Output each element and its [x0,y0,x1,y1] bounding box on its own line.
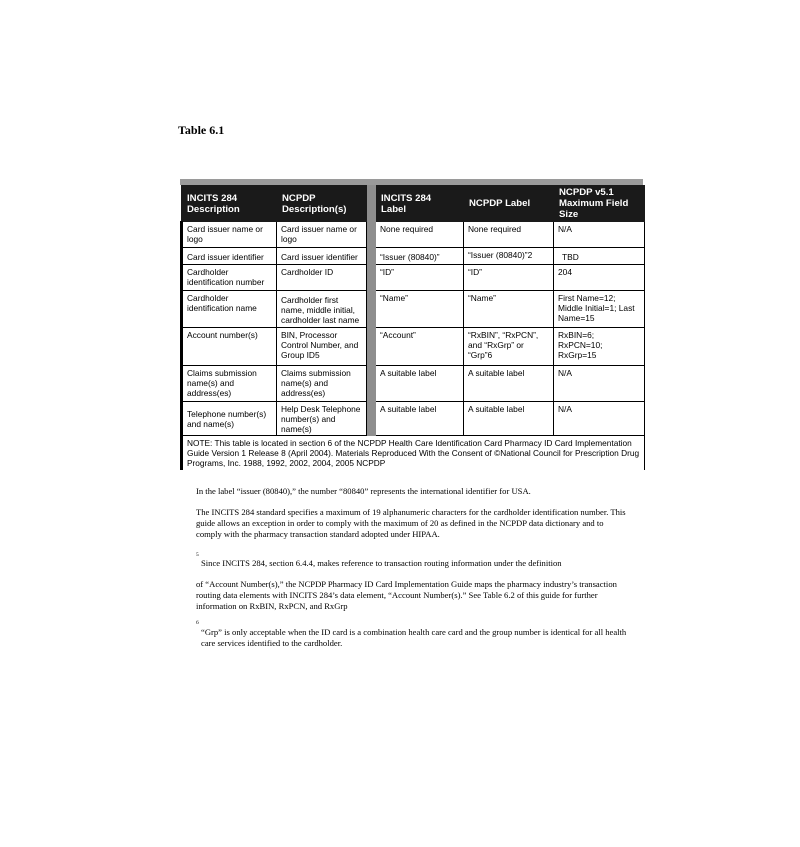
cell: “Name” [376,291,464,328]
column-divider [367,222,376,248]
table-row [182,248,645,265]
table-row [182,291,645,328]
cell: Card issuer name or logo [277,222,367,248]
column-divider [367,265,376,291]
cell: “Account” [376,328,464,366]
footnote-6-number: 6 [196,620,199,626]
cell: “Issuer (80840)” [376,248,464,265]
column-divider [367,328,376,366]
cell: Help Desk Telephone number(s) and name(s) [277,402,367,436]
cell: A suitable label [376,366,464,402]
table-header-row [182,186,645,222]
table-row [182,222,645,248]
cell: N/A [554,366,645,402]
page-title: Table 6.1 [178,123,225,137]
cell: “Name” [464,291,554,328]
footnote-5-continued: of “Account Number(s),” the NCPDP Pharmacy ID Card Implementation Guide maps the pharmacy industry’s transaction routing data elements with INCITS 284’s data element, “Account Number(s).” See Table 6.2 of this guide for further information on RxBIN, RxPCN, and RxGrp [196,579,617,611]
header-incits-description: INCITS 284 Description [182,186,277,222]
cell: First Name=12; Middle Initial=1; Last Name=15 [554,291,645,328]
cell: Card issuer identifier [182,248,277,265]
footnote-5-line: Since INCITS 284, section 6.4.4, makes reference to transaction routing information under the definition [201,558,562,568]
cell: Claims submission name(s) and address(es) [182,366,277,402]
footnote-4: The INCITS 284 standard specifies a maximum of 19 alphanumeric characters for the cardholder identification number. This guide allows an exception in order to comply with the maximum of 20 as defined in the NCPDP data dictionary and to comply with the pharmacy transaction standard adopted under HIPAA. [196,507,626,539]
cell: Cardholder identification name [182,291,277,328]
table-row [182,328,645,366]
cell: None required [464,222,554,248]
cell: N/A [554,402,645,436]
cell: Cardholder ID [277,265,367,291]
cell: “ID” [376,265,464,291]
cell: “ID” [464,265,554,291]
footnote-5-number: 5 [196,552,199,558]
cell: A suitable label [464,366,554,402]
cell: Card issuer identifier [277,248,367,265]
column-divider [367,186,376,222]
cell: “Issuer (80840)”2 [464,248,554,265]
data-table [180,185,645,470]
cell: Cardholder first name, middle initial, cardholder last name [277,291,367,328]
cell: RxBIN=6; RxPCN=10; RxGrp=15 [554,328,645,366]
table-note-row [182,436,645,471]
cell: N/A [554,222,645,248]
cell: Cardholder identification number [182,265,277,291]
column-divider [367,366,376,402]
column-divider [367,248,376,265]
table-row [182,366,645,402]
header-ncpdp-description: NCPDP Description(s) [277,186,367,222]
table-note: NOTE: This table is located in section 6 of the NCPDP Health Care Identification Card Pharmacy ID Card Implementation Guide Version 1 Release 8 (April 2004). Materials Reproduced With the Consent of ©National Council for Prescription Drug Programs, Inc. 1988, 1992, 2002, 2004, 2005 NCPDP [182,436,645,471]
footnote-6: “Grp” is only acceptable when the ID card is a combination health care card and the group number is identical for all health care services identified to the cardholder. [201,627,627,648]
cell: BIN, Processor Control Number, and Group ID5 [277,328,367,366]
cell: Card issuer name or logo [182,222,277,248]
table-row [182,402,645,436]
cell: TBD [554,248,645,265]
cell: Claims submission name(s) and address(es) [277,366,367,402]
table-row [182,265,645,291]
cell: None required [376,222,464,248]
header-max-field-size: NCPDP v5.1 Maximum Field Size [554,186,645,222]
cell: A suitable label [464,402,554,436]
header-incits-label: INCITS 284 Label [376,186,464,222]
header-ncpdp-label: NCPDP Label [464,186,554,222]
cell: Telephone number(s) and name(s) [182,402,277,436]
footnote-2: In the label “issuer (80840),” the number “80840” represents the international identifier for USA. [196,486,531,496]
cell: A suitable label [376,402,464,436]
column-divider [367,402,376,436]
cell: 204 [554,265,645,291]
cell: “RxBIN”, “RxPCN”, and “RxGrp” or “Grp”6 [464,328,554,366]
cell: Account number(s) [182,328,277,366]
column-divider [367,291,376,328]
